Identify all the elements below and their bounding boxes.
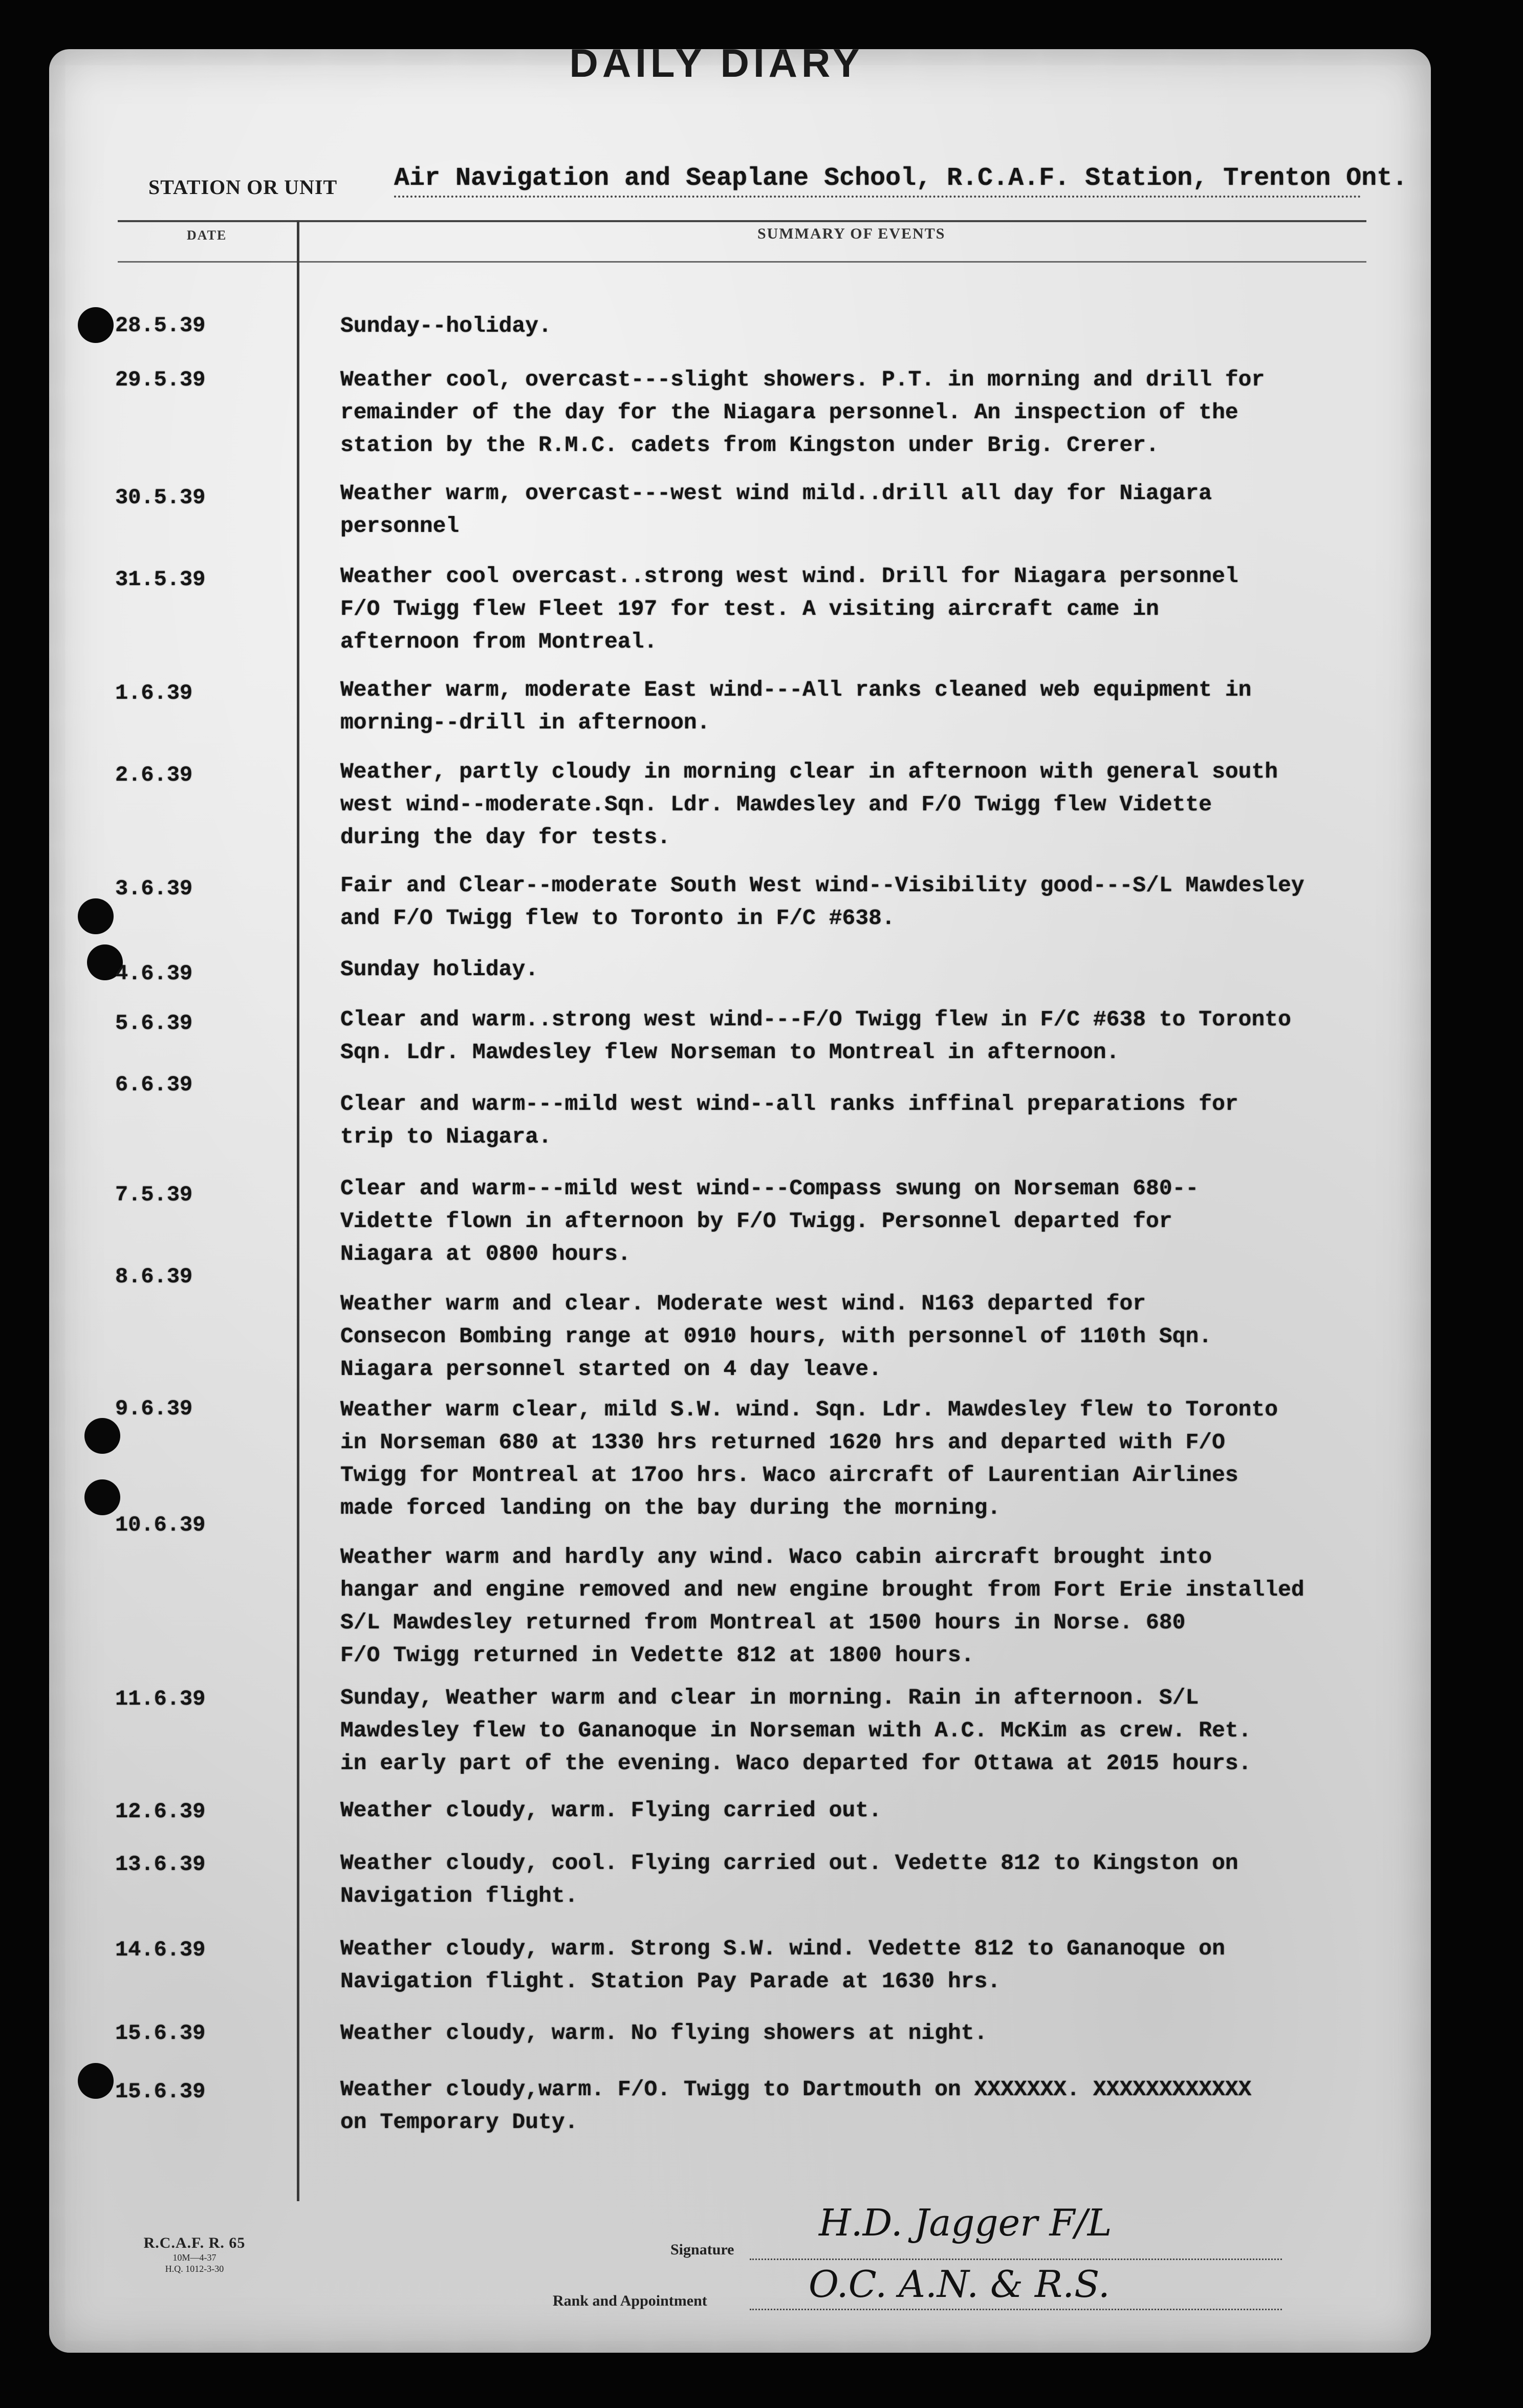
- rank-appointment-label: Rank and Appointment: [553, 2292, 707, 2309]
- entry-summary: Weather cool, overcast---slight showers. P.T. in morning and drill for remainder of the day for the Niagara personnel. An inspection of the station by the R.M.C. cadets from Kingston under Brig. Crerer.: [340, 367, 1265, 458]
- entry-date: 31.5.39: [115, 567, 206, 592]
- rank-line: [750, 2309, 1282, 2310]
- form-number: R.C.A.F. R. 65: [143, 2234, 246, 2251]
- entry-date: 12.6.39: [115, 1799, 206, 1824]
- signature-line: [750, 2259, 1282, 2260]
- entry-date: 1.6.39: [115, 681, 193, 705]
- column-header-date: DATE: [187, 228, 227, 243]
- entry-date: 15.6.39: [115, 2021, 206, 2046]
- entry-summary: Sunday--holiday.: [340, 313, 552, 338]
- entry-date: 8.6.39: [115, 1264, 193, 1289]
- punch-hole: [84, 1479, 120, 1515]
- entry-date: 28.5.39: [115, 313, 206, 338]
- entry-date: 9.6.39: [115, 1396, 193, 1421]
- station-value: Air Navigation and Seaplane School, R.C.A.F. Station, Trenton Ont.: [394, 164, 1408, 193]
- punch-hole: [84, 1418, 120, 1454]
- signature-label: Signature: [670, 2241, 734, 2258]
- entry-date: 4.6.39: [115, 961, 193, 986]
- entry-summary: Weather warm and clear. Moderate west wind. N163 departed for Consecon Bombing range at 0910 hours, with personnel of 110th Sqn. Niagara personnel started on 4 day leave.: [340, 1291, 1212, 1382]
- handwritten-signature: H.D. Jagger F/L: [819, 2201, 1112, 2244]
- entry-summary: Fair and Clear--moderate South West wind--Visibility good---S/L Mawdesley and F/O Twigg flew to Toronto in F/C #638.: [340, 873, 1304, 931]
- entry-summary: Weather warm clear, mild S.W. wind. Sqn. Ldr. Mawdesley flew to Toronto in Norseman 680 at 1330 hrs returned 1620 hrs and departed with F/O Twigg for Montreal at 17oo hrs. Waco aircraft of Laurentian Airlines made forced landing on the bay during the morning.: [340, 1397, 1278, 1520]
- entry-summary: Weather cloudy, warm. Strong S.W. wind. Vedette 812 to Gananoque on Navigation flight. Station Pay Parade at 1630 hrs.: [340, 1936, 1225, 1994]
- entry-date: 13.6.39: [115, 1852, 206, 1877]
- punch-hole: [78, 307, 114, 343]
- entry-summary: Clear and warm..strong west wind---F/O Twigg flew in F/C #638 to Toronto Sqn. Ldr. Mawdesley flew Norseman to Montreal in afternoon.: [340, 1007, 1291, 1065]
- station-label: STATION OR UNIT: [148, 176, 338, 199]
- entry-date: 14.6.39: [115, 1938, 206, 1962]
- entry-summary: Weather cloudy, cool. Flying carried out. Vedette 812 to Kingston on Navigation flight.: [340, 1851, 1238, 1908]
- entry-date: 5.6.39: [115, 1011, 193, 1036]
- entry-date: 30.5.39: [115, 485, 206, 510]
- entry-date: 3.6.39: [115, 876, 193, 901]
- form-print-run: 10M—4-37: [172, 2252, 216, 2263]
- entry-summary: Weather warm, moderate East wind---All ranks cleaned web equipment in morning--drill in afternoon.: [340, 677, 1252, 735]
- entry-summary: Sunday, Weather warm and clear in morning. Rain in afternoon. S/L Mawdesley flew to Gananoque in Norseman with A.C. McKim as crew. Ret. in early part of the evening. Waco departed for Ottawa at 2015 hours.: [340, 1685, 1252, 1776]
- page-title: DAILY DIARY: [569, 40, 864, 85]
- entry-date: 15.6.39: [115, 2079, 206, 2104]
- handwritten-rank: O.C. A.N. & R.S.: [809, 2263, 1110, 2306]
- entry-summary: Clear and warm---mild west wind--all ranks inffinal preparations for trip to Niagara.: [340, 1091, 1238, 1149]
- entry-summary: Weather cloudy,warm. F/O. Twigg to Dartmouth on XXXXXXX. XXXXXXXXXXXX on Temporary Duty.: [340, 2077, 1252, 2135]
- station-underline: [394, 196, 1361, 198]
- entry-summary: Weather warm, overcast---west wind mild..drill all day for Niagara personnel: [340, 481, 1212, 539]
- form-hq-ref: H.Q. 1012-3-30: [165, 2264, 224, 2274]
- punch-hole: [78, 898, 114, 934]
- punch-hole: [78, 2063, 114, 2099]
- header-rule-top: [118, 220, 1366, 222]
- entry-summary: Weather cloudy, warm. Flying carried out.: [340, 1798, 882, 1823]
- column-header-summary: SUMMARY OF EVENTS: [757, 225, 946, 242]
- entry-summary: Weather, partly cloudy in morning clear in afternoon with general south west wind--moderate.Sqn. Ldr. Mawdesley and F/O Twigg flew Vidette during the day for tests.: [340, 759, 1278, 850]
- column-divider: [297, 220, 299, 2201]
- entry-summary: Weather cool overcast..strong west wind. Drill for Niagara personnel F/O Twigg flew Fleet 197 for test. A visiting aircraft came in afternoon from Montreal.: [340, 564, 1238, 654]
- entry-date: 29.5.39: [115, 368, 206, 392]
- form-identifier: [118, 2234, 271, 2274]
- entry-date: 6.6.39: [115, 1072, 193, 1097]
- entry-summary: Clear and warm---mild west wind---Compass swung on Norseman 680-- Vidette flown in afternoon by F/O Twigg. Personnel departed for Niagara at 0800 hours.: [340, 1176, 1199, 1266]
- header-rule-bottom: [118, 261, 1366, 263]
- entry-date: 11.6.39: [115, 1687, 206, 1711]
- entry-summary: Weather cloudy, warm. No flying showers at night.: [340, 2020, 988, 2046]
- entry-summary: Weather warm and hardly any wind. Waco cabin aircraft brought into hangar and engine removed and new engine brought from Fort Erie installed S/L Mawdesley returned from Montreal at 1500 hours in Norse. 680 F/O Twigg returned in Vedette 812 at 1800 hours.: [340, 1544, 1304, 1668]
- entry-summary: Sunday holiday.: [340, 957, 539, 982]
- entry-date: 7.5.39: [115, 1182, 193, 1207]
- entry-date: 10.6.39: [115, 1513, 206, 1537]
- entry-date: 2.6.39: [115, 763, 193, 787]
